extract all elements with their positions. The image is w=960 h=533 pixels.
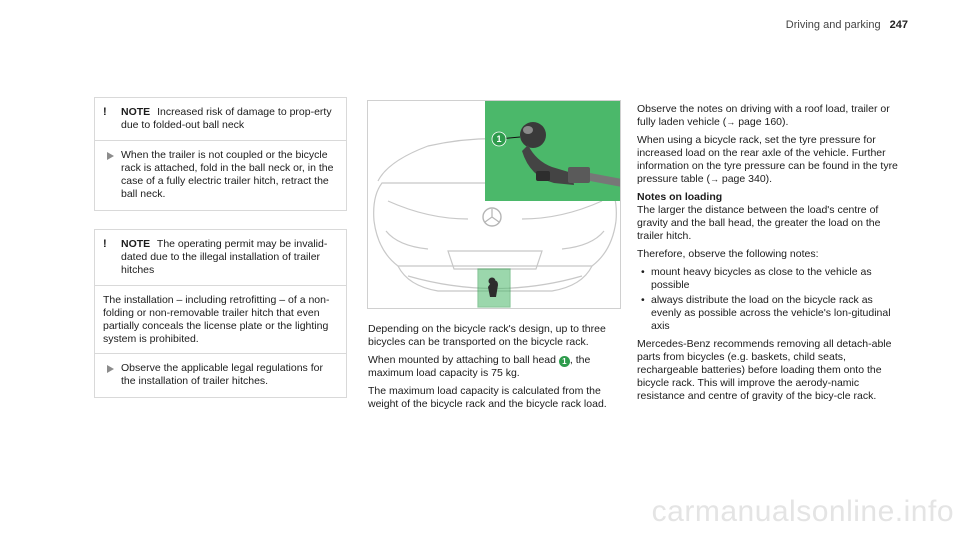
vehicle-rear-svg	[368, 101, 621, 309]
instruction-step	[95, 140, 346, 210]
note-box-permit	[94, 229, 347, 398]
paragraph: When using a bicycle rack, set the tyre pressure for increased load on the rear axle of the vehicle. Further information on the tyre pressure can be found in the tyre pressure table (→ page 340).	[637, 134, 898, 185]
vehicle-rear-illustration	[367, 100, 621, 309]
hitch-inset	[485, 101, 621, 201]
page-reference-link[interactable]: page 340).	[718, 173, 773, 185]
warning-icon: !	[103, 238, 107, 250]
list-item: • always distribute the load on the bicycle rack as evenly as possible across the vehicle's lon-gitudinal axis	[637, 294, 902, 333]
bullet-list	[637, 266, 902, 333]
paragraph: The maximum load capacity is calculated from the weight of the bicycle rack and the bicycle rack load.	[368, 385, 607, 410]
paragraph: Mercedes-Benz recommends removing all detach-able parts from bicycles (e.g. baskets, child seats, rechargeable batteries) before loading them onto the bicycle rack. This will improve the aerody-namic resistance and centre of gravity of the bicy-cle rack.	[637, 338, 892, 402]
list-item: • mount heavy bicycles as close to the vehicle as possible	[637, 266, 902, 292]
paragraph: Therefore, observe the following notes:	[637, 248, 819, 260]
note-title: NOTE	[121, 106, 151, 118]
note-text: The operating permit may be invalid-dated due to the illegal installation of trailer hitches	[121, 238, 328, 276]
middle-column	[368, 323, 626, 416]
left-column	[94, 97, 347, 398]
paragraph: The larger the distance between the load's centre of gravity and the ball head, the greater the load on the trailer hitch.	[637, 204, 881, 242]
instruction-step	[95, 353, 346, 397]
note-paragraph: The installation – including retrofitting – of a non-folding or non-removable trailer hitch that even partially conceals the license plate or the lighting system is prohibited.	[95, 285, 346, 353]
page-reference-arrow-icon: →	[709, 174, 719, 184]
page-number: 247	[889, 19, 908, 31]
step-text: When the trailer is not coupled or the bicycle rack is attached, fold in the ball neck or, in the case of a fully electric trailer hitch, retract the ball neck.	[121, 149, 334, 200]
paragraph: Observe the notes on driving with a roof load, trailer or fully laden vehicle (→ page 160).	[637, 103, 890, 128]
section-heading: Notes on loading	[637, 191, 723, 203]
note-permit	[95, 230, 346, 285]
page-header	[786, 19, 908, 31]
step-arrow-icon	[107, 152, 114, 160]
note-title: NOTE	[121, 238, 151, 250]
callout-1-label: 1	[496, 134, 502, 144]
page-reference-arrow-icon: →	[726, 117, 736, 127]
note-text: Increased risk of damage to prop-erty due to folded-out ball neck	[121, 106, 332, 131]
page-reference-link[interactable]: page 160).	[735, 116, 789, 128]
paragraph: When mounted by attaching to ball head 1 , the maximum load capacity is 75 kg.	[368, 354, 591, 379]
paragraph: Depending on the bicycle rack's design, up to three bicycles can be transported on the bicycle rack.	[368, 323, 606, 348]
callout-1-icon: 1	[559, 356, 570, 367]
note-damage	[95, 98, 346, 140]
right-column	[637, 103, 902, 408]
step-text: Observe the applicable legal regulations for the installation of trailer hitches.	[121, 362, 323, 387]
step-arrow-icon	[107, 365, 114, 373]
watermark: carmanualsonline.info	[651, 495, 954, 528]
note-box-damage	[94, 97, 347, 211]
section-title: Driving and parking	[785, 19, 881, 31]
warning-icon: !	[103, 106, 107, 118]
